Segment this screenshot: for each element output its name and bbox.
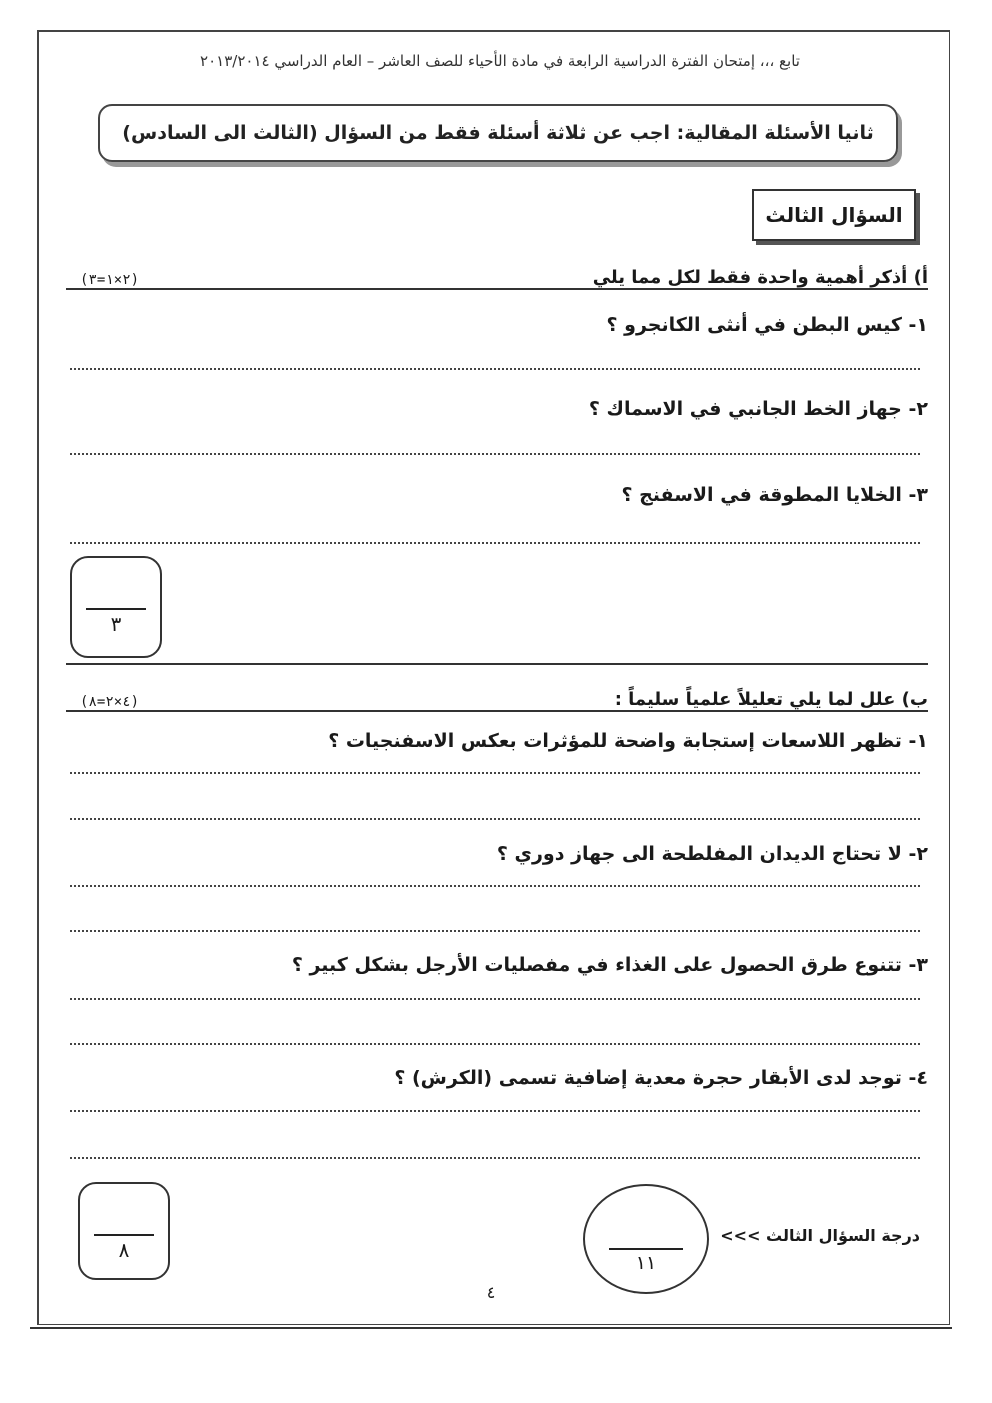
exam-header: تابع ،،، إمتحان الفترة الدراسية الرابعة في مادة الأحياء للصف العاشر – العام الدراسي ٢٠١٣/٢٠١٤: [200, 52, 800, 70]
bottom-rule: [30, 1327, 952, 1329]
section-divider: [66, 663, 928, 665]
banner-text: ثانيا الأسئلة المقالية: اجب عن ثلاثة أسئلة فقط من السؤال (الثالث الى السادس): [122, 122, 874, 144]
answer-line[interactable]: [70, 998, 920, 1000]
page-number: ٤: [486, 1283, 496, 1302]
part-a-item-1: ١- كيس البطن في أنثى الكانجرو ؟: [606, 314, 928, 336]
answer-line[interactable]: [70, 542, 920, 544]
score-divider: [609, 1248, 683, 1250]
answer-line[interactable]: [70, 772, 920, 774]
score-divider: [86, 608, 146, 610]
answer-line[interactable]: [70, 453, 920, 455]
answer-line[interactable]: [70, 1110, 920, 1112]
score-divider: [94, 1234, 154, 1236]
section-banner: [98, 104, 898, 162]
question-title: السؤال الثالث: [765, 203, 903, 227]
answer-line[interactable]: [70, 1043, 920, 1045]
answer-line[interactable]: [70, 885, 920, 887]
part-b-item-4: ٤- توجد لدى الأبقار حجرة معدية إضافية تسمى (الكرش) ؟: [394, 1067, 928, 1089]
total-score-circle: [583, 1184, 709, 1294]
answer-line[interactable]: [70, 930, 920, 932]
part-b-score-box: [78, 1182, 170, 1280]
part-a-title: أ) أذكر أهمية واحدة فقط لكل مما يلي: [592, 267, 928, 288]
part-b-item-1: ١- تظهر اللاسعات إستجابة واضحة للمؤثرات بعكس الاسفنجيات ؟: [328, 730, 928, 752]
total-score: ١١: [635, 1252, 657, 1274]
total-score-label: درجة السؤال الثالث >>>: [720, 1226, 920, 1245]
part-b-score: ٨: [118, 1238, 130, 1262]
part-a-header: [66, 262, 928, 290]
part-a-item-3: ٣- الخلايا المطوقة في الاسفنج ؟: [621, 484, 928, 506]
question-title-box: [752, 189, 916, 241]
part-a-marks: (٢×١=٣): [80, 272, 140, 288]
part-b-item-2: ٢- لا تحتاج الديدان المفلطحة الى جهاز دوري ؟: [496, 843, 928, 865]
answer-line[interactable]: [70, 1157, 920, 1159]
part-b-item-3: ٣- تتنوع طرق الحصول على الغذاء في مفصليات الأرجل بشكل كبير ؟: [291, 954, 928, 976]
part-b-marks: (٤×٢=٨): [80, 694, 140, 710]
part-a-score-box: [70, 556, 162, 658]
part-b-title: ب) علل لما يلي تعليلاً علمياً سليماً :: [614, 689, 928, 710]
answer-line[interactable]: [70, 368, 920, 370]
part-a-item-2: ٢- جهاز الخط الجانبي في الاسماك ؟: [588, 398, 928, 420]
answer-line[interactable]: [70, 818, 920, 820]
part-a-score: ٣: [110, 612, 122, 636]
part-b-header: [66, 684, 928, 712]
